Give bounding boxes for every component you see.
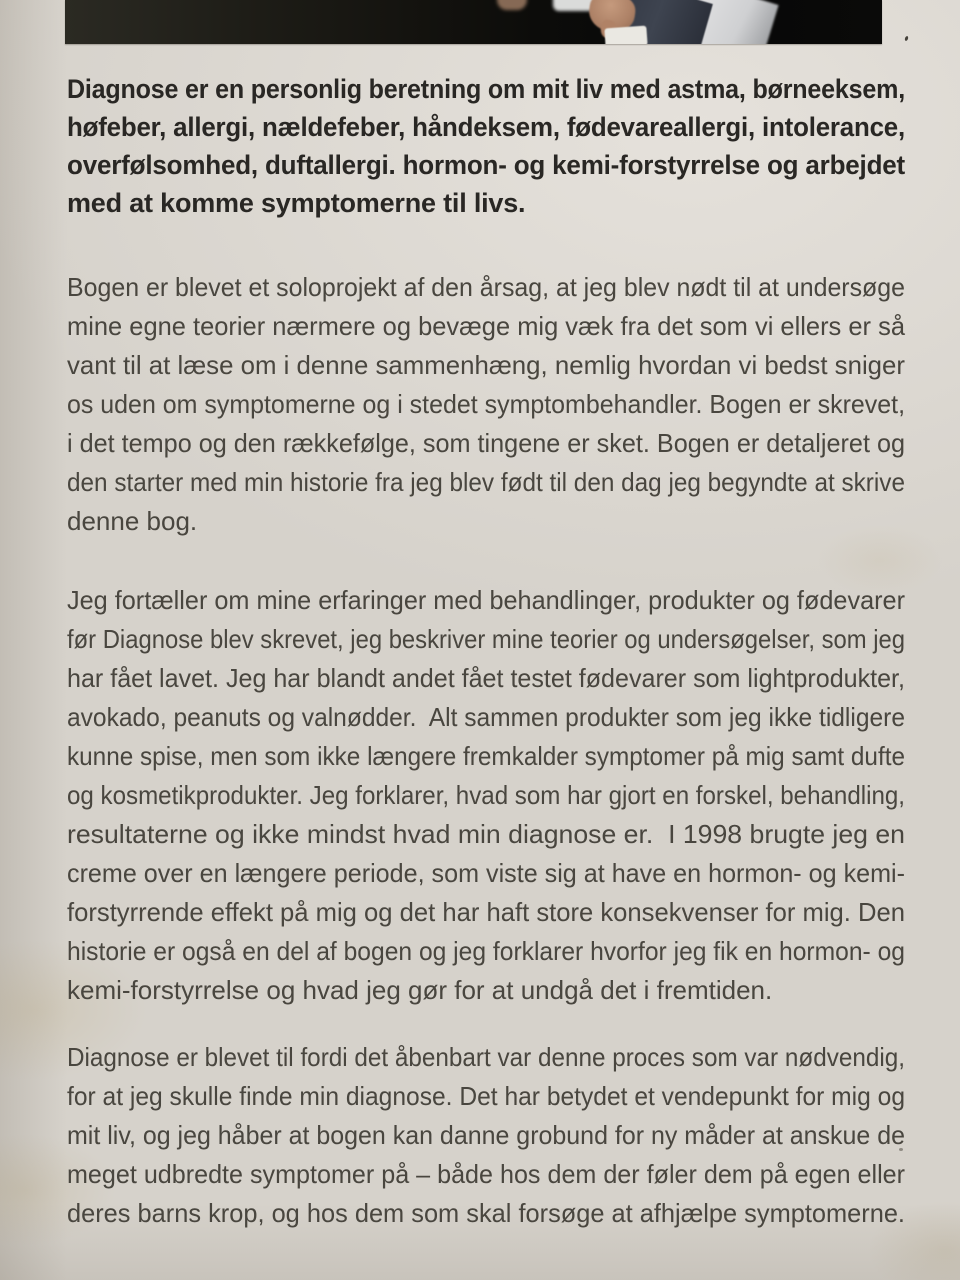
text-line: har fået lavet. Jeg har blandt andet fået testet fødevarer som lightprodukter, [67,663,905,693]
text-line: kunne spise, men som ikke længere fremkalder symptomer på mig samt dufte [67,741,905,771]
body-paragraph-2 [67,581,905,1010]
text-line: forstyrrende effekt på mig og det har haft store konsekvenser for mig. Den [67,897,905,927]
text-line: før Diagnose blev skrevet, jeg beskriver mine teorier og undersøgelser, som jeg [67,624,905,654]
text-line: deres barns krop, og hos dem som skal forsøge at afhjælpe symptomerne. [67,1198,905,1228]
text-line: overfølsomhed, duftallergi. hormon- og kemi-forstyrrelse og arbejdet [67,150,905,180]
text-line: os uden om symptomerne og i stedet symptombehandler. Bogen er skrevet, [67,389,905,419]
text-line: den starter med min historie fra jeg blev født til den dag jeg begyndte at skrive [67,467,905,497]
text-line: Bogen er blevet et soloprojekt af den årsag, at jeg blev nødt til at undersøge [67,272,905,302]
intro-bold-paragraph [67,70,905,222]
photo-white-object [604,26,647,44]
text-line: med at komme symptomerne til livs. [67,188,526,218]
cover-photo-bottom-strip [65,0,882,44]
text-line: meget udbredte symptomer på – både hos dem der føler dem på egen eller [67,1159,905,1189]
text-line: denne bog. [67,506,198,536]
text-line: resultaterne og ikke mindst hvad min diagnose er. I 1998 brugte jeg en [67,819,905,849]
text-line: Diagnose er blevet til fordi det åbenbart var denne proces som var nødvendig, [67,1042,905,1072]
text-line: for at jeg skulle finde min diagnose. Det har betydet et vendepunkt for mig og [67,1081,905,1111]
body-paragraph-1 [67,268,905,541]
photo-hand-partial [497,0,527,10]
text-line: mit liv, og jeg håber at bogen kan danne grobund for ny måder at anskue de [67,1120,905,1150]
text-line: kemi-forstyrrelse og hvad jeg gør for at undgå det i fremtiden. [67,975,773,1005]
body-paragraph-3 [67,1038,905,1233]
text-line: historie er også en del af bogen og jeg forklarer hvorfor jeg fik en hormon- og [67,936,905,966]
text-line: Jeg fortæller om mine erfaringer med behandlinger, produkter og fødevarer [67,585,905,615]
text-line: og kosmetikprodukter. Jeg forklarer, hvad som har gjort en forskel, behandling, [67,780,905,810]
text-line: vant til at læse om i denne sammenhæng, nemlig hvordan vi bedst sniger [67,350,905,380]
text-line: mine egne teorier nærmere og bevæge mig væk fra det som vi ellers er så [67,311,905,341]
text-line: i det tempo og den rækkefølge, som tingene er sket. Bogen er detaljeret og [67,428,905,458]
text-line: høfeber, allergi, nældefeber, håndeksem, fødevareallergi, intolerance, [67,112,905,142]
paper-speck [904,36,909,42]
text-line: avokado, peanuts og valnødder. Alt sammen produkter som jeg ikke tidligere [67,702,905,732]
text-line: creme over en længere periode, som viste sig at have en hormon- og kemi- [67,858,905,888]
text-line: Diagnose er en personlig beretning om mit liv med astma, børneeksem, [67,74,905,104]
